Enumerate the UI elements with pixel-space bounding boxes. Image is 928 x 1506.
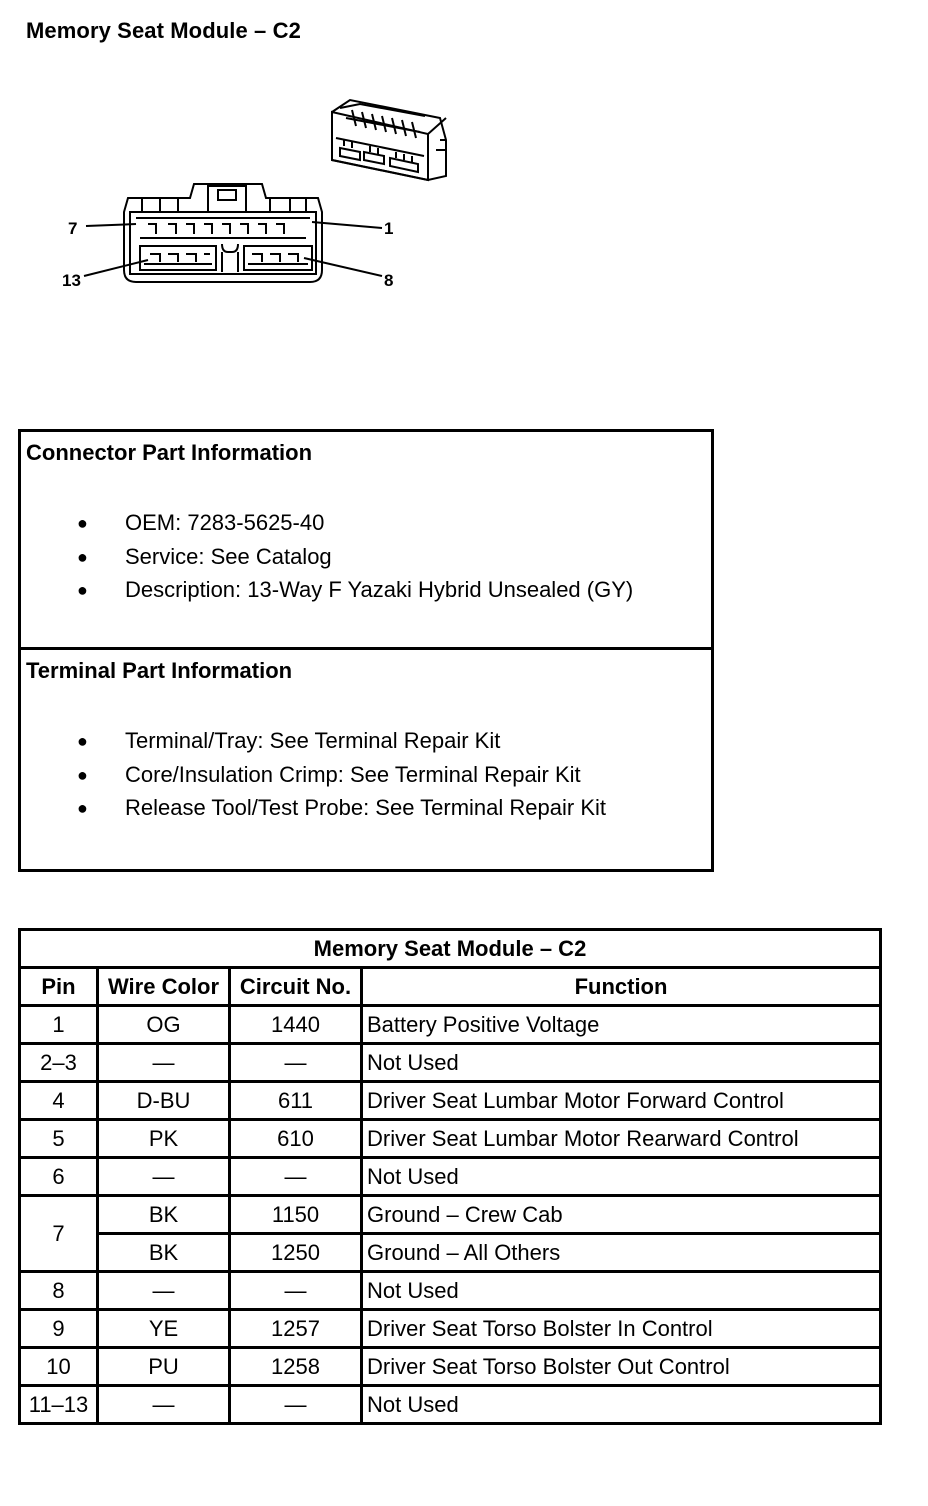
table-row (20, 1310, 881, 1348)
connector-diagram (0, 0, 928, 420)
function-cell: Ground – All Others (362, 1234, 881, 1272)
circuit-cell: 1150 (230, 1196, 362, 1234)
wire-color-cell: BK (98, 1196, 230, 1234)
wire-color-cell: BK (98, 1234, 230, 1272)
function-cell: Driver Seat Lumbar Motor Forward Control (362, 1082, 881, 1120)
circuit-cell: — (230, 1272, 362, 1310)
terminal-info-heading: Terminal Part Information (26, 658, 293, 683)
connector-info-heading: Connector Part Information (26, 440, 313, 465)
page-title: Memory Seat Module – C2 (26, 18, 301, 43)
circuit-cell: 1250 (230, 1234, 362, 1272)
wire-color-cell: YE (98, 1310, 230, 1348)
circuit-cell: — (230, 1386, 362, 1424)
pin-table (18, 928, 882, 1425)
table-row (20, 1120, 881, 1158)
pin-cell: 5 (20, 1120, 98, 1158)
circuit-cell: — (230, 1044, 362, 1082)
table-header-row (20, 968, 881, 1006)
connector-3d-view-icon (332, 100, 446, 180)
table-title: Memory Seat Module – C2 (20, 930, 881, 968)
function-cell: Not Used (362, 1272, 881, 1310)
header-wire-color: Wire Color (98, 968, 230, 1006)
wire-color-cell: PK (98, 1120, 230, 1158)
pin-cell: 7 (20, 1196, 98, 1272)
wire-color-cell: — (98, 1386, 230, 1424)
table-row (20, 1234, 881, 1272)
wire-color-cell: OG (98, 1006, 230, 1044)
function-cell: Ground – Crew Cab (362, 1196, 881, 1234)
function-cell: Not Used (362, 1158, 881, 1196)
table-row (20, 1272, 881, 1310)
wire-color-cell: D-BU (98, 1082, 230, 1120)
connector-face-view-icon (84, 184, 382, 282)
wire-color-cell: PU (98, 1348, 230, 1386)
table-row (20, 1082, 881, 1120)
circuit-cell: 611 (230, 1082, 362, 1120)
pin-cell: 2–3 (20, 1044, 98, 1082)
bullet-icon: ● (77, 513, 88, 533)
function-cell: Driver Seat Torso Bolster Out Control (362, 1348, 881, 1386)
table-row (20, 1196, 881, 1234)
pin-cell: 8 (20, 1272, 98, 1310)
part-info-box (18, 429, 714, 872)
circuit-cell: 1257 (230, 1310, 362, 1348)
circuit-cell: 1440 (230, 1006, 362, 1044)
header-circuit: Circuit No. (230, 968, 362, 1006)
pin-cell: 9 (20, 1310, 98, 1348)
function-cell: Driver Seat Lumbar Motor Rearward Control (362, 1120, 881, 1158)
header-function: Function (362, 968, 881, 1006)
wire-color-cell: — (98, 1158, 230, 1196)
pin-cell: 10 (20, 1348, 98, 1386)
circuit-cell: — (230, 1158, 362, 1196)
function-cell: Not Used (362, 1044, 881, 1082)
pin-cell: 11–13 (20, 1386, 98, 1424)
bullet-icon: ● (77, 731, 88, 751)
bullet-icon: ● (77, 580, 88, 600)
pin-label-1: 1 (384, 219, 394, 238)
bullet-icon: ● (77, 764, 88, 785)
table-row (20, 1006, 881, 1044)
circuit-cell: 1258 (230, 1348, 362, 1386)
terminal-part-info: Terminal Part Information ● Terminal/Tray: See Terminal Repair Kit ● Core/Insulation Crimp: See Terminal Repair Kit ● Release Tool/Test Probe: See Terminal Repair Kit (26, 658, 606, 820)
bullet-icon: ● (77, 546, 88, 567)
pin-label-8: 8 (384, 271, 394, 290)
table-row (20, 1044, 881, 1082)
bullet-icon: ● (77, 798, 88, 818)
table-title-row (20, 930, 881, 968)
function-cell: Battery Positive Voltage (362, 1006, 881, 1044)
function-cell: Driver Seat Torso Bolster In Control (362, 1310, 881, 1348)
wire-color-cell: — (98, 1272, 230, 1310)
pin-cell: 4 (20, 1082, 98, 1120)
header-pin: Pin (20, 968, 98, 1006)
wire-color-cell: — (98, 1044, 230, 1082)
table-row (20, 1386, 881, 1424)
pin-label-7: 7 (68, 219, 78, 238)
circuit-cell: 610 (230, 1120, 362, 1158)
connector-part-info: Connector Part Information ● OEM: 7283-5625-40 ● Service: See Catalog ● Description: 13-Way F Yazaki Hybrid Unsealed (GY) (21, 432, 711, 650)
function-cell: Not Used (362, 1386, 881, 1424)
pin-cell: 1 (20, 1006, 98, 1044)
table-row (20, 1348, 881, 1386)
pin-label-13: 13 (62, 271, 81, 290)
pin-cell: 6 (20, 1158, 98, 1196)
table-row (20, 1158, 881, 1196)
